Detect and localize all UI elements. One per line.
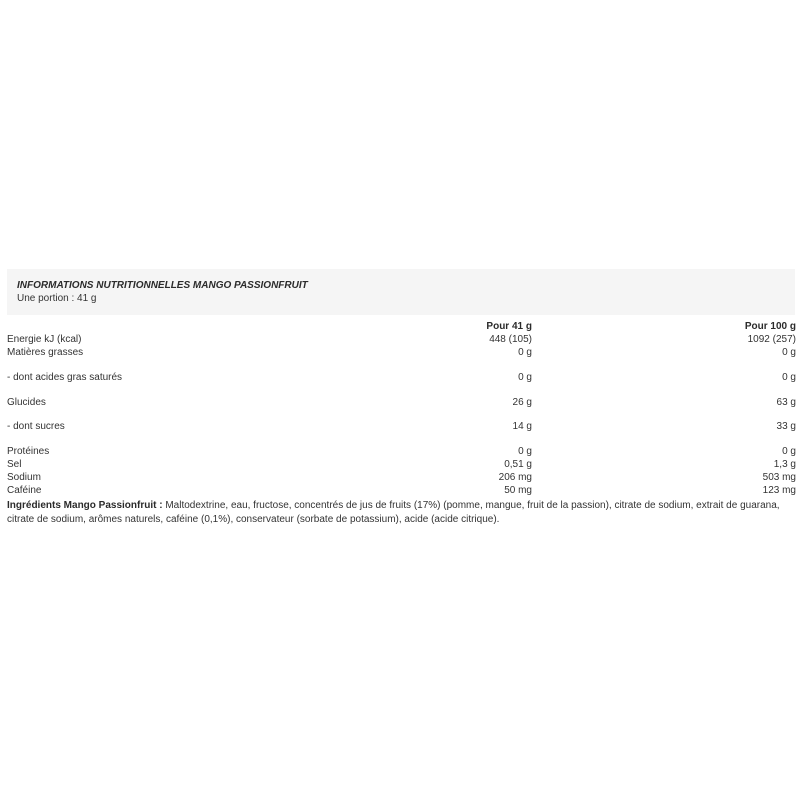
nutrition-title: INFORMATIONS NUTRITIONNELLES MANGO PASSIONFRUIT	[17, 280, 308, 291]
row-value-per-41g: 26 g	[512, 397, 532, 408]
row-label: Caféine	[7, 485, 42, 496]
row-label: Glucides	[7, 397, 46, 408]
row-label: Energie kJ (kcal)	[7, 334, 82, 345]
row-value-per-41g: 0 g	[518, 446, 532, 457]
row-value-per-100g: 503 mg	[762, 472, 796, 483]
row-label: Protéines	[7, 446, 50, 457]
row-value-per-100g: 0 g	[782, 446, 796, 457]
row-label: Sodium	[7, 472, 41, 483]
table-row	[7, 397, 796, 421]
row-value-per-41g: 14 g	[512, 421, 532, 432]
ingredients-text: Maltodextrine, eau, fructose, concentrés de jus de fruits (17%) (pomme, mangue, fruit de la passion), citrate de sodium, extrait de guarana, citrate de sodium, arômes naturels, caféine (0,1%), conservateur (sorbate de potassium), acide (acide citrique).	[7, 500, 780, 525]
row-value-per-100g: 33 g	[776, 421, 796, 432]
row-value-per-100g: 1,3 g	[773, 459, 796, 470]
nutrition-panel	[7, 269, 795, 527]
row-value-per-41g: 50 mg	[504, 485, 532, 496]
table-row	[7, 459, 796, 472]
nutrition-header	[7, 269, 795, 315]
row-value-per-41g: 0,51 g	[504, 459, 532, 470]
table-row	[7, 485, 796, 498]
table-row	[7, 334, 796, 347]
table-row	[7, 347, 796, 372]
row-value-per-100g: 0 g	[782, 372, 796, 383]
table-row	[7, 421, 796, 446]
row-value-per-41g: 0 g	[518, 347, 532, 358]
column-header-per-100g: Pour 100 g	[744, 321, 796, 332]
table-row	[7, 472, 796, 485]
table-row	[7, 372, 796, 397]
row-value-per-41g: 0 g	[518, 372, 532, 383]
column-header-per-41g: Pour 41 g	[486, 321, 532, 332]
row-value-per-100g: 0 g	[782, 347, 796, 358]
row-label: - dont acides gras saturés	[7, 372, 123, 383]
portion-size: Une portion : 41 g	[17, 293, 97, 304]
row-label: - dont sucres	[7, 421, 65, 432]
row-value-per-100g: 1092 (257)	[747, 334, 796, 345]
table-header-row	[7, 317, 796, 334]
row-value-per-41g: 448 (105)	[489, 334, 532, 345]
nutrition-table	[7, 317, 796, 498]
ingredients-title: Ingrédients Mango Passionfruit :	[7, 500, 163, 511]
row-value-per-100g: 123 mg	[762, 485, 796, 496]
column-header-label	[7, 317, 337, 334]
row-value-per-41g: 206 mg	[498, 472, 532, 483]
row-value-per-100g: 63 g	[776, 397, 796, 408]
ingredients-paragraph	[7, 499, 782, 527]
row-label: Matières grasses	[7, 347, 84, 358]
row-label: Sel	[7, 459, 22, 470]
table-row	[7, 446, 796, 459]
